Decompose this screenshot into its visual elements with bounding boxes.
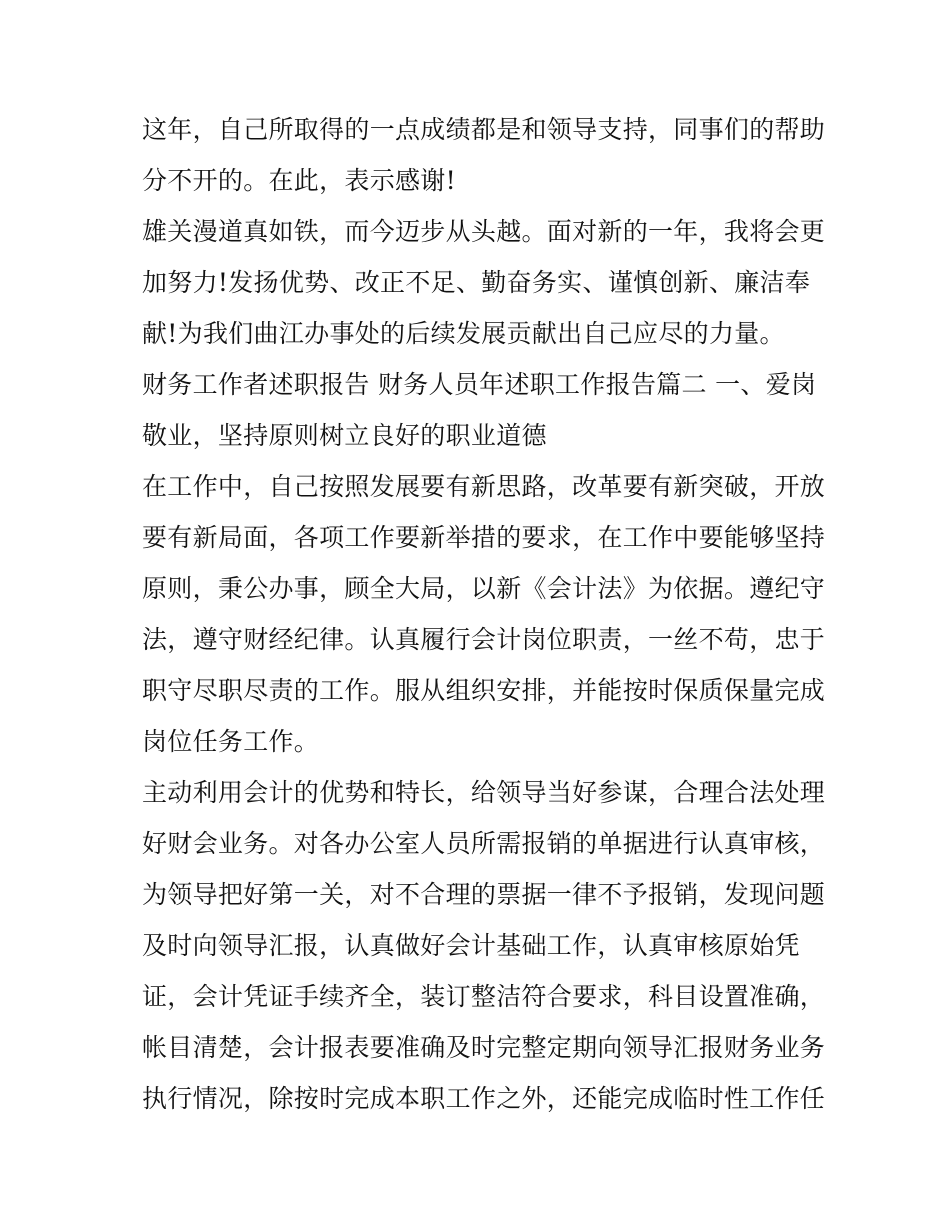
- text-line: 证，会计凭证手续齐全，装订整洁符合要求，科目设置准确，: [142, 982, 826, 1011]
- text-line: 这年，自己所取得的一点成绩都是和领导支持，同事们的帮助: [142, 115, 826, 144]
- text-line: 执行情况，除按时完成本职工作之外，还能完成临时性工作任: [142, 1084, 826, 1113]
- text-line: 分不开的。在此，表示感谢!: [142, 166, 456, 195]
- text-line: 雄关漫道真如铁，而今迈步从头越。面对新的一年，我将会更: [142, 217, 826, 246]
- text-line: 法，遵守财经纪律。认真履行会计岗位职责，一丝不苟，忠于: [142, 625, 826, 654]
- text-line: 好财会业务。对各办公室人员所需报销的单据进行认真审核，: [142, 829, 826, 858]
- text-line: 加努力!发扬优势、改正不足、勤奋务实、谨慎创新、廉洁奉: [142, 268, 811, 297]
- section-heading: 敬业，坚持原则树立良好的职业道德: [142, 421, 547, 450]
- text-line: 帐目清楚，会计报表要准确及时完整定期向领导汇报财务业务: [142, 1033, 826, 1062]
- text-line: 原则，秉公办事，顾全大局，以新《会计法》为依据。遵纪守: [142, 574, 826, 603]
- text-line: 在工作中，自己按照发展要有新思路，改革要有新突破，开放: [142, 472, 826, 501]
- text-line: 主动利用会计的优势和特长，给领导当好参谋，合理合法处理: [142, 778, 826, 807]
- text-line: 职守尽职尽责的工作。服从组织安排，并能按时保质保量完成: [142, 676, 826, 705]
- text-line: 岗位任务工作。: [142, 727, 320, 756]
- text-line: 要有新局面，各项工作要新举措的要求，在工作中要能够坚持: [142, 523, 826, 552]
- text-line: 为领导把好第一关，对不合理的票据一律不予报销，发现问题: [142, 880, 826, 909]
- text-line: 献!为我们曲江办事处的后续发展贡献出自己应尽的力量。: [142, 319, 785, 348]
- text-line: 及时向领导汇报，认真做好会计基础工作，认真审核原始凭: [142, 931, 800, 960]
- section-heading: 财务工作者述职报告 财务人员年述职工作报告篇二 一、爱岗: [142, 370, 817, 399]
